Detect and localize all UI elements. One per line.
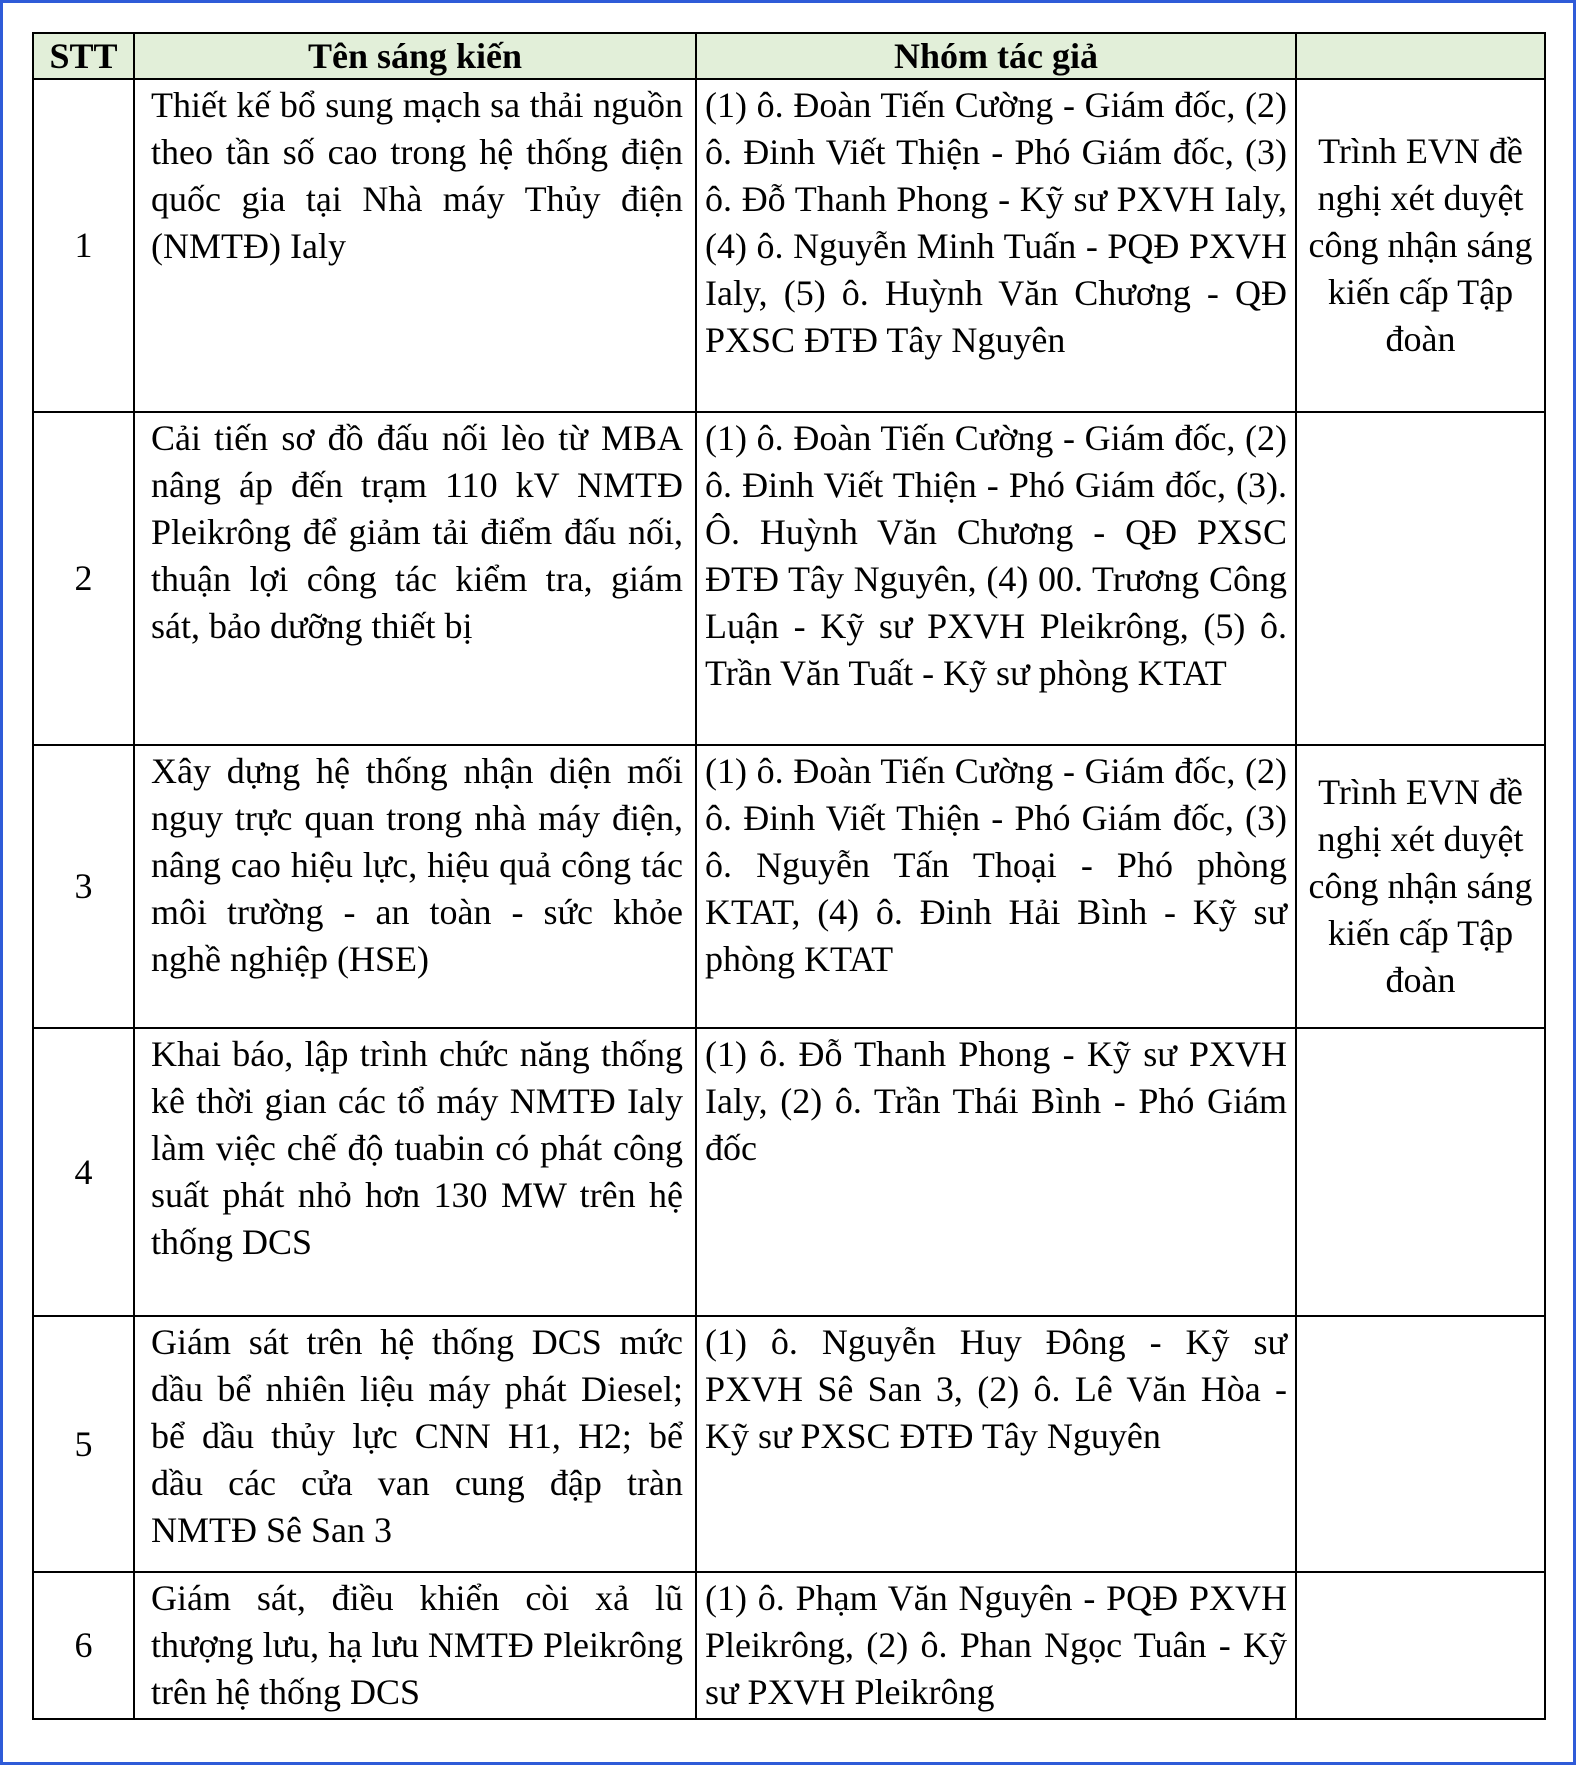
row-initiative-name: Khai báo, lập trình chức năng thống kê thời gian các tổ máy NMTĐ Ialy làm việc chế độ tuabin có phát công suất phát nhỏ hơn 130 MW trên hệ thống DCS: [134, 1028, 696, 1316]
row-note: [1296, 412, 1545, 745]
row-note-text: Trình EVN đề nghị xét duyệt công nhận sáng kiến cấp Tập đoàn: [1308, 131, 1533, 359]
table-row: [33, 1028, 1545, 1316]
row-note: [1296, 79, 1545, 412]
row-stt: 5: [33, 1316, 134, 1572]
row-authors: (1) ô. Đoàn Tiến Cường - Giám đốc, (2) ô. Đinh Viết Thiện - Phó Giám đốc, (3). Ô. Huỳnh Văn Chương - QĐ PXSC ĐTĐ Tây Nguyên, (4) 00. Trương Công Luận - Kỹ sư PXVH Pleikrông, (5) ô. Trần Văn Tuất - Kỹ sư phòng KTAT: [696, 412, 1296, 745]
row-authors: (1) ô. Đỗ Thanh Phong - Kỹ sư PXVH Ialy, (2) ô. Trần Thái Bình - Phó Giám đốc: [696, 1028, 1296, 1316]
row-note: [1296, 1572, 1545, 1719]
row-note: [1296, 1316, 1545, 1572]
row-note: [1296, 745, 1545, 1028]
row-initiative-name: Thiết kế bổ sung mạch sa thải nguồn theo tần số cao trong hệ thống điện quốc gia tại Nhà máy Thủy điện (NMTĐ) Ialy: [134, 79, 696, 412]
row-note: [1296, 1028, 1545, 1316]
row-initiative-name: Xây dựng hệ thống nhận diện mối nguy trực quan trong nhà máy điện, nâng cao hiệu lực, hiệu quả công tác môi trường - an toàn - sức khỏe nghề nghiệp (HSE): [134, 745, 696, 1028]
header-stt: STT: [33, 33, 134, 79]
row-authors: (1) ô. Nguyễn Huy Đông - Kỹ sư PXVH Sê San 3, (2) ô. Lê Văn Hòa - Kỹ sư PXSC ĐTĐ Tây Nguyên: [696, 1316, 1296, 1572]
table-row: [33, 1316, 1545, 1572]
row-authors: (1) ô. Đoàn Tiến Cường - Giám đốc, (2) ô. Đinh Viết Thiện - Phó Giám đốc, (3) ô. Nguyễn Tấn Thoại - Phó phòng KTAT, (4) ô. Đinh Hải Bình - Kỹ sư phòng KTAT: [696, 745, 1296, 1028]
row-stt: 3: [33, 745, 134, 1028]
row-note-text: Trình EVN đề nghị xét duyệt công nhận sáng kiến cấp Tập đoàn: [1308, 772, 1533, 1000]
header-initiative-name: Tên sáng kiến: [134, 33, 696, 79]
table-row: [33, 412, 1545, 745]
table-row: [33, 745, 1545, 1028]
row-stt: 1: [33, 79, 134, 412]
row-initiative-name: Giám sát, điều khiển còi xả lũ thượng lưu, hạ lưu NMTĐ Pleikrông trên hệ thống DCS: [134, 1572, 696, 1719]
table-row: [33, 79, 1545, 412]
row-stt: 6: [33, 1572, 134, 1719]
header-authors: Nhóm tác giả: [696, 33, 1296, 79]
row-stt: 4: [33, 1028, 134, 1316]
table-header-row: [33, 33, 1545, 79]
table-row: [33, 1572, 1545, 1719]
row-authors: (1) ô. Phạm Văn Nguyên - PQĐ PXVH Pleikrông, (2) ô. Phan Ngọc Tuân - Kỹ sư PXVH Pleikrông: [696, 1572, 1296, 1719]
row-stt: 2: [33, 412, 134, 745]
initiatives-table: [32, 32, 1546, 1720]
header-note: [1296, 33, 1545, 79]
row-initiative-name: Cải tiến sơ đồ đấu nối lèo từ MBA nâng áp đến trạm 110 kV NMTĐ Pleikrông để giảm tải điểm đấu nối, thuận lợi công tác kiểm tra, giám sát, bảo dưỡng thiết bị: [134, 412, 696, 745]
row-initiative-name: Giám sát trên hệ thống DCS mức dầu bể nhiên liệu máy phát Diesel; bể dầu thủy lực CNN H1, H2; bể dầu các cửa van cung đập tràn NMTĐ Sê San 3: [134, 1316, 696, 1572]
row-authors: (1) ô. Đoàn Tiến Cường - Giám đốc, (2) ô. Đinh Viết Thiện - Phó Giám đốc, (3) ô. Đỗ Thanh Phong - Kỹ sư PXVH Ialy, (4) ô. Nguyễn Minh Tuấn - PQĐ PXVH Ialy, (5) ô. Huỳnh Văn Chương - QĐ PXSC ĐTĐ Tây Nguyên: [696, 79, 1296, 412]
